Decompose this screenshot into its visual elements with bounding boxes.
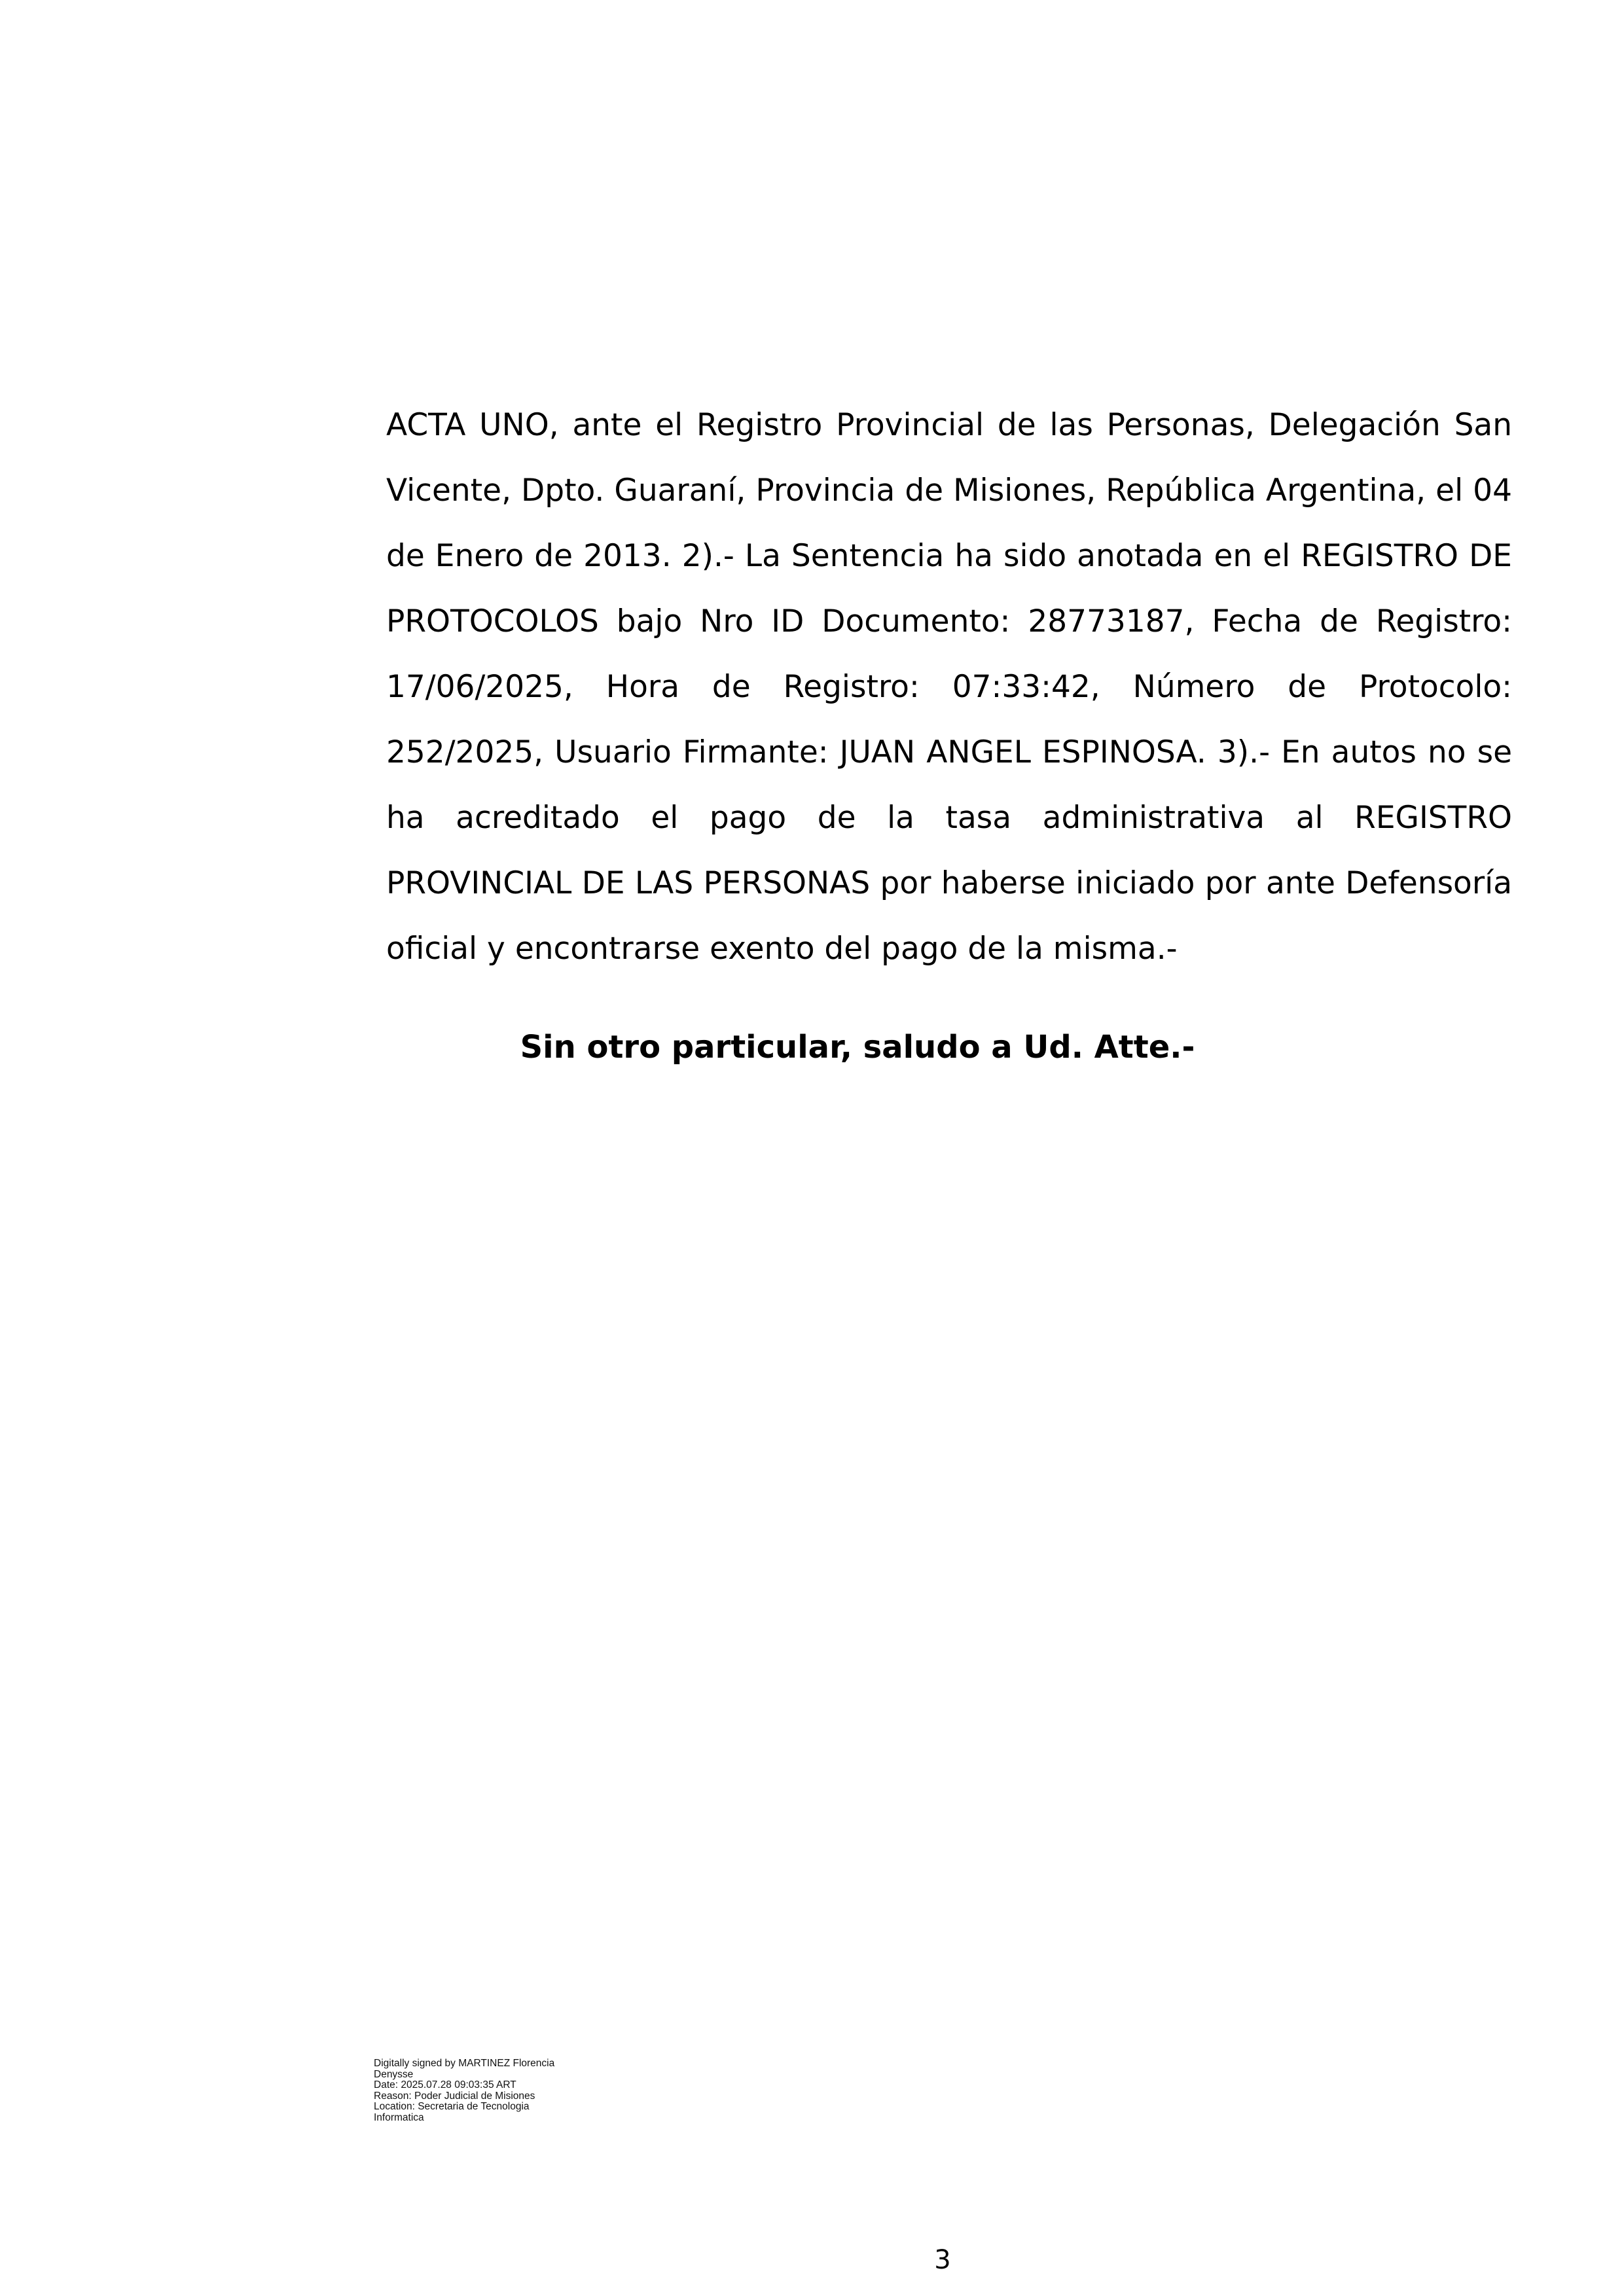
signature-reason-line: Reason: Poder Judicial de Misiones xyxy=(374,2090,535,2102)
signature-signer-line-cont: Denysse xyxy=(374,2068,414,2080)
signature-date-line: Date: 2025.07.28 09:03:35 ART xyxy=(374,2079,516,2090)
closing-salutation: Sin otro particular, saludo a Ud. Atte.- xyxy=(520,1029,1195,1066)
signature-location-line-cont: Informatica xyxy=(374,2111,424,2123)
signature-signer-line: Digitally signed by MARTINEZ Florencia xyxy=(374,2058,555,2069)
body-paragraph: ACTA UNO, ante el Registro Provincial de las Personas, Delegación San Vicente, Dpto. Guaraní, Provincia de Misiones, República Argentina, el 04 de Enero de 2013. 2).- La Sentencia ha sido anotada en el REGISTRO DE PROTOCOLOS bajo Nro ID Documento: 28773187, Fecha de Registro: 17/06/2025, Hora de Registro: 07:33:42, Número de Protocolo: 252/2025, Usuario Firmante: JUAN ANGEL ESPINOSA. 3).- En autos no se ha acreditado el pago de la tasa administrativa al REGISTRO PROVINCIAL DE LAS PERSONAS por haberse iniciado por ante Defensoría oficial y encontrarse exento del pago de la misma.- xyxy=(386,407,1512,967)
signature-location-line: Location: Secretaria de Tecnologia xyxy=(374,2101,530,2112)
digital-signature-stamp xyxy=(374,2058,590,2123)
page-number: 3 xyxy=(934,2245,951,2275)
